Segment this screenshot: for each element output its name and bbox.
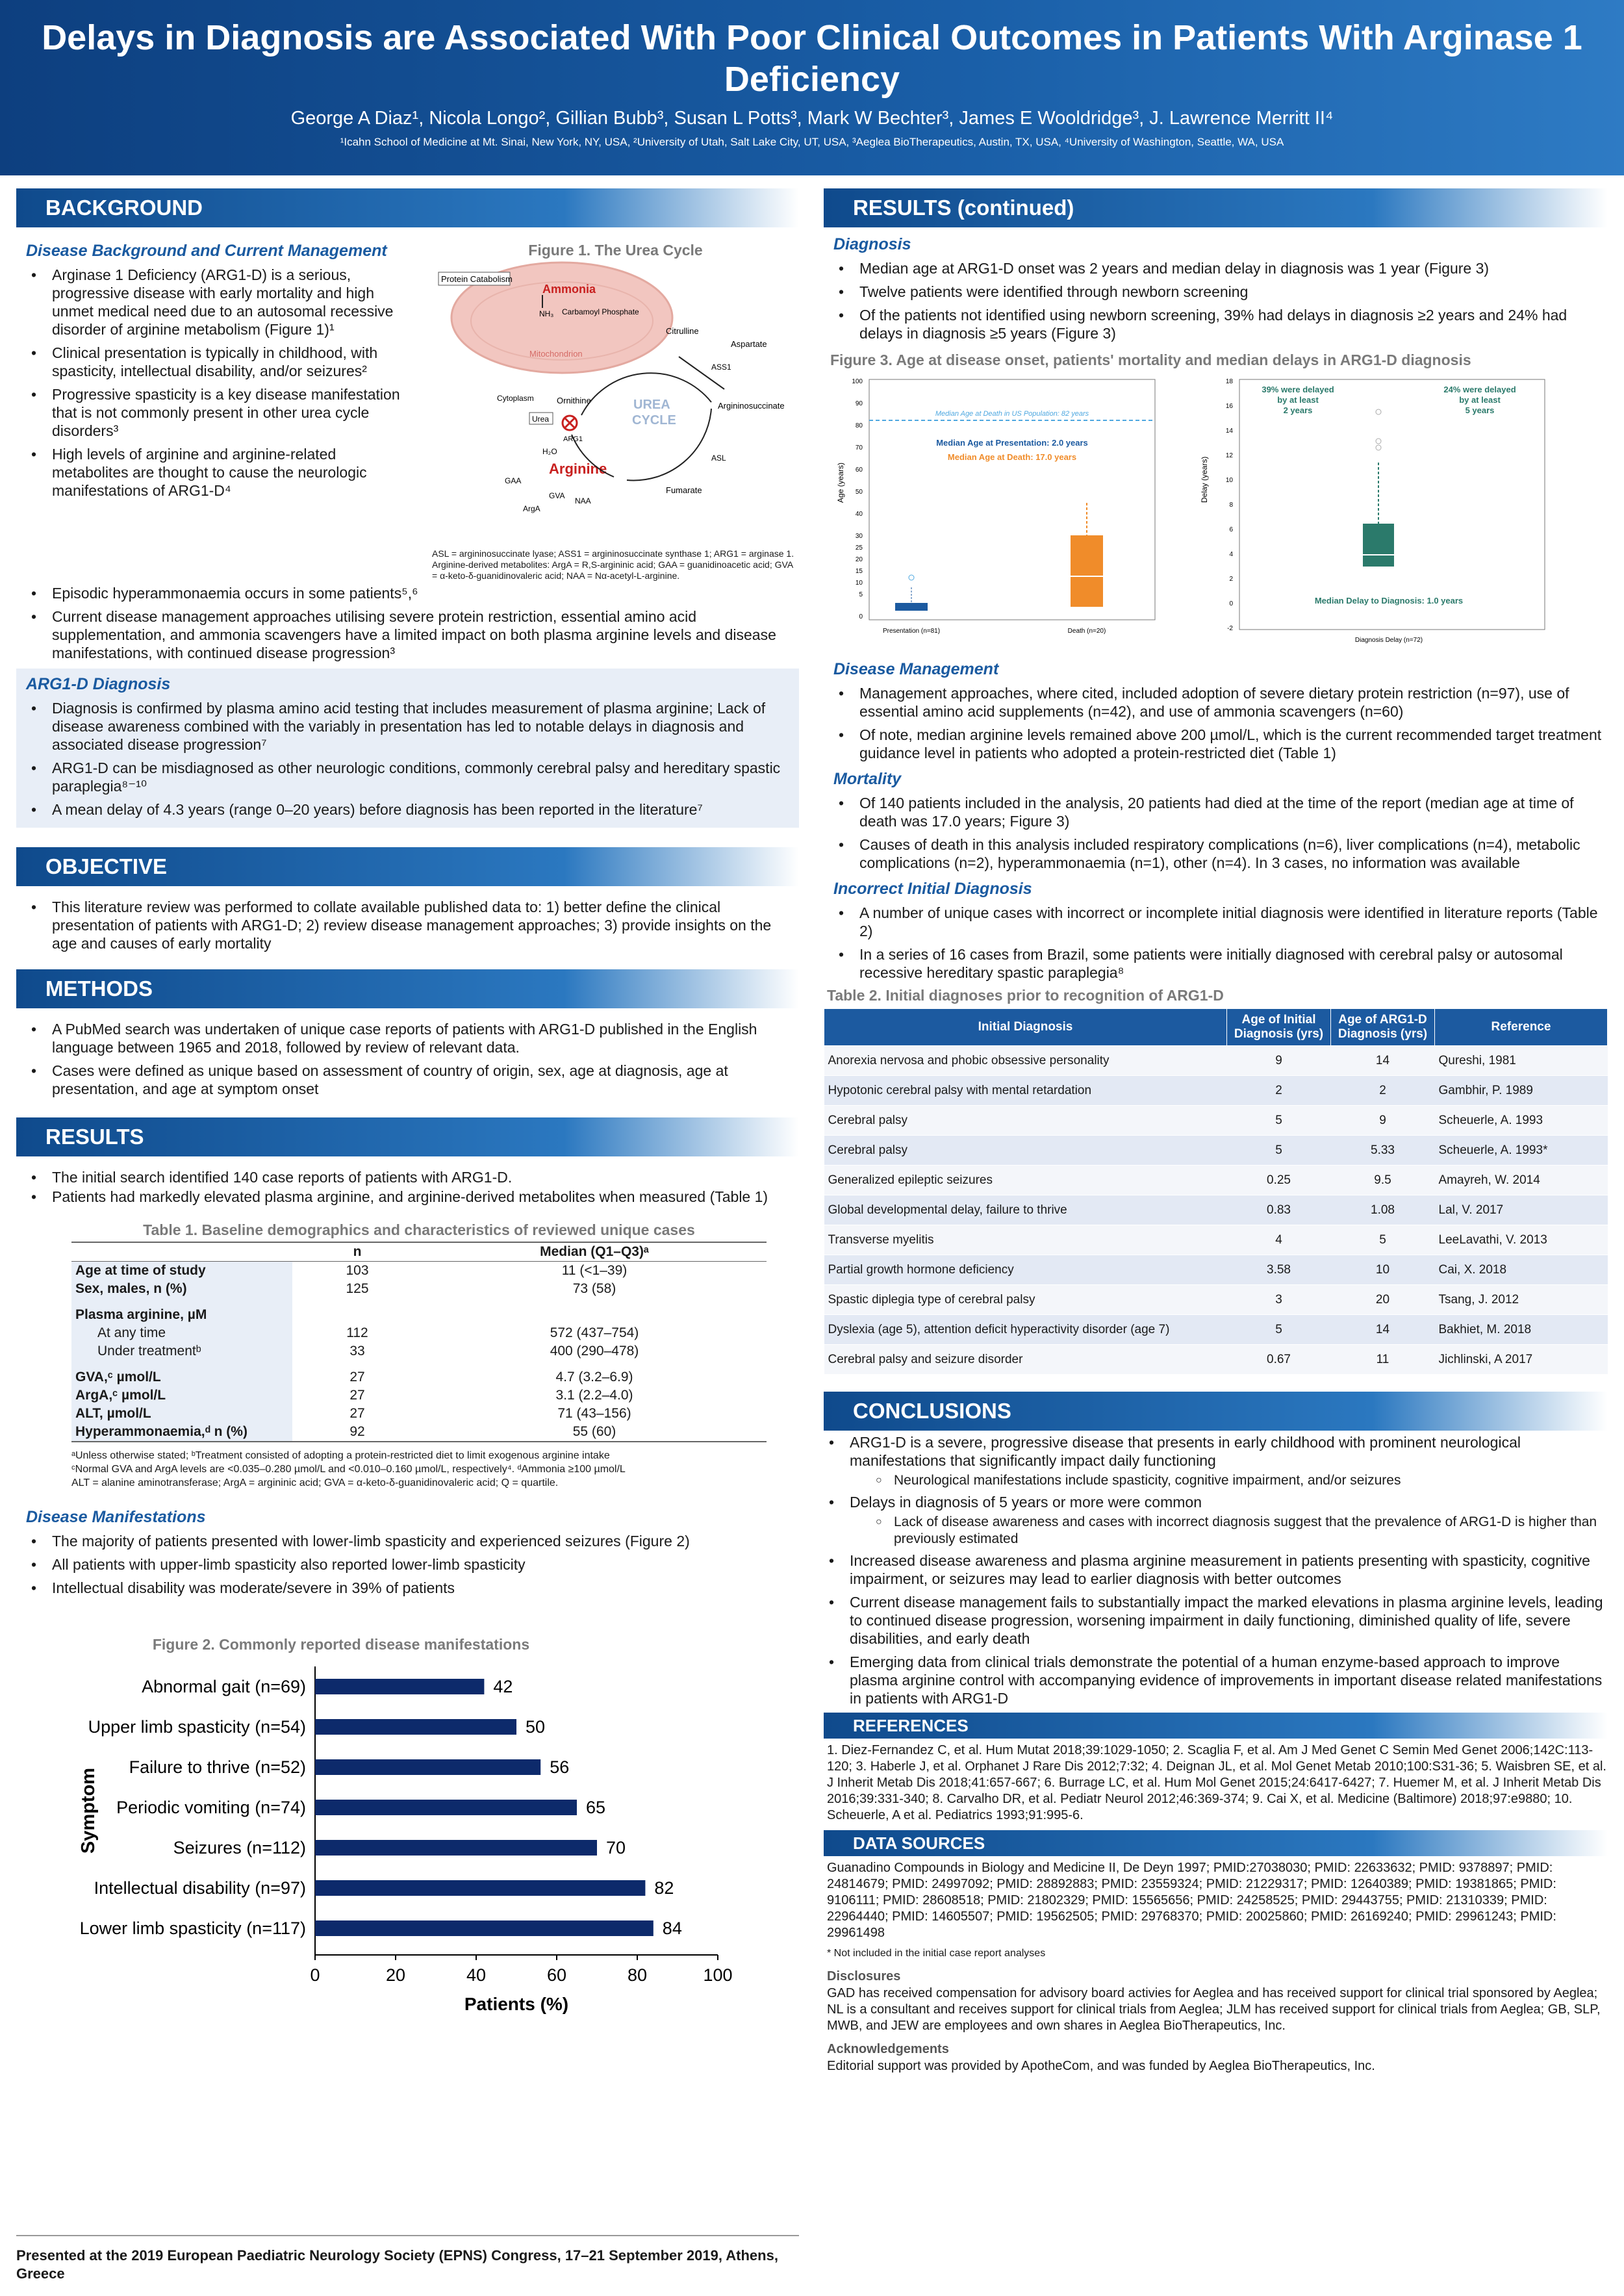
svg-text:18: 18 [1225,378,1233,385]
svg-text:Carbamoyl Phosphate: Carbamoyl Phosphate [562,307,639,316]
list-item: • Median age at ARG1-D onset was 2 years and median delay in diagnosis was 1 year (Figure 3) [833,259,1608,277]
figure-1 [412,234,799,581]
svg-text:by at least: by at least [1277,395,1319,405]
diagnosis-results-list [833,259,1608,342]
table-cell: Lal, V. 2017 [1435,1195,1608,1225]
urea-cycle-diagram [432,259,796,545]
svg-text:Urea: Urea [532,415,550,424]
table-cell: Cai, X. 2018 [1435,1255,1608,1285]
table-cell: 10 [1331,1255,1435,1285]
svg-text:20: 20 [855,556,863,563]
figure-3 [824,373,1608,652]
manifestations-list [26,1532,799,1597]
table-cell: 9 [1227,1046,1331,1076]
table-cell: Cerebral palsy [824,1106,1227,1136]
svg-text:Mitochondrion: Mitochondrion [529,349,583,359]
bar-value-label: 56 [550,1757,570,1777]
incorrect-diagnosis-list [833,904,1608,982]
svg-text:2: 2 [1229,576,1233,583]
table-cell: 5 [1331,1225,1435,1255]
table-row [824,1345,1608,1375]
data-sources-note: * Not included in the initial case report analyses [827,1948,1046,1959]
results-continued-heading: RESULTS (continued) [824,188,1608,227]
svg-text:Death (n=20): Death (n=20) [1067,628,1106,635]
list-item: • High levels of arginine and arginine-related metabolites are thought to cause the neurologic manifestations of ARG1-D⁴ [26,445,412,500]
table-row [824,1046,1608,1076]
svg-text:25: 25 [855,544,863,552]
svg-text:Argininosuccinate: Argininosuccinate [718,401,785,411]
objective-heading: OBJECTIVE [16,847,799,886]
svg-text:Median Age at Presentation: 2.: Median Age at Presentation: 2.0 years [936,438,1088,448]
table-cell: 9.5 [1331,1166,1435,1195]
x-tick-label: 80 [627,1965,648,1985]
svg-text:Median Age at Death: 17.0 year: Median Age at Death: 17.0 years [947,452,1077,462]
figure-3-title: Figure 3. Age at disease onset, patients' mortality and median delays in ARG1-D diagnosis [830,351,1471,368]
svg-text:Arginine: Arginine [549,461,607,477]
x-tick-label: 0 [310,1965,320,1985]
bar-category-label: Failure to thrive (n=52) [129,1757,306,1777]
table-cell: 3.58 [1227,1255,1331,1285]
results-list [26,1168,799,1206]
list-item: • Clinical presentation is typically in childhood, with spasticity, intellectual disability, and/or seizures² [26,344,412,380]
svg-text:Aspartate: Aspartate [731,339,767,349]
arg1d-diagnosis-box [16,669,799,828]
svg-text:5: 5 [859,591,863,598]
table-2-title: Table 2. Initial diagnoses prior to recognition of ARG1-D [827,987,1224,1004]
table-row [824,1166,1608,1195]
table-2: Initial Diagnosis Age of Initial Diagnosis (yrs) Age of ARG1-D Diagnosis (yrs) Reference Anorexia nervosa and phobic obsessive personality 9 14 Qureshi, 1981 Hypotonic cerebral palsy with mental retardation 2 2 Gambhir, P. 1989 Cerebral palsy 5 9 Scheuerle, A. 1993 Cerebral palsy 5 5.33 Scheuerle, A. 1993* Generalized epileptic seizures 0.25 9.5 Amayreh, W. 2014 Global developmental delay, failure to thrive 0.83 1.08 Lal, V. 2017 Transverse myelitis 4 5 LeeLavathi, V. 2013 Partial growth hormone deficiency 3.58 10 Cai, X. 2018 Spastic diplegia type of cerebral palsy 3 20 Tsang, J. 2012 Dyslexia (age 5), attention deficit hyperactivity disorder (age 7) 5 14 Bakhiet, M. 2018 Cerebral palsy and seizure disorder 0.67 11 Jichlinski, A 2017 [824,1008,1608,1375]
methods-heading: METHODS [16,969,799,1008]
svg-text:70: 70 [855,444,863,452]
list-item: • The majority of patients presented with lower-limb spasticity and experienced seizures (Figure 2) [26,1532,799,1550]
list-item: • Cases were defined as unique based on assessment of country of origin, sex, age at diagnosis, age at presentation, and age at symptom onset [26,1062,799,1098]
table-cell: 4 [1227,1225,1331,1255]
bar-value-label: 84 [662,1919,682,1938]
age-boxplot [824,373,1187,652]
table-cell: Transverse myelitis [824,1225,1227,1255]
author-list: George A Diaz¹, Nicola Longo², Gillian Bubb³, Susan L Potts³, Mark W Bechter³, James E Wooldridge³, J. Lawrence Merritt II⁴ [290,108,1334,129]
table-row: Hyperammonaemia,ᵈ n (%) 92 55 (60) [71,1423,767,1442]
bar [315,1880,645,1896]
svg-text:8: 8 [1229,502,1233,509]
table-cell: 5 [1227,1106,1331,1136]
list-item: ○ Neurological manifestations include spasticity, cognitive impairment, and/or seizures [876,1472,1608,1489]
x-tick-label: 40 [466,1965,487,1985]
svg-text:ARG1: ARG1 [563,435,583,443]
svg-text:100: 100 [852,378,863,385]
table-cell: 1.08 [1331,1195,1435,1225]
svg-text:Diagnosis Delay (n=72): Diagnosis Delay (n=72) [1354,637,1423,644]
bar-value-label: 70 [606,1838,626,1857]
manifestations-subheading: Disease Manifestations [26,1508,206,1526]
bar [315,1759,540,1775]
table-cell: Qureshi, 1981 [1435,1046,1608,1076]
svg-text:CYCLE: CYCLE [632,413,676,427]
table-row [824,1255,1608,1285]
list-item: • Patients had markedly elevated plasma arginine, and arginine-derived metabolites when measured (Table 1) [26,1188,799,1206]
table-cell: Cerebral palsy [824,1136,1227,1166]
background-heading: BACKGROUND [16,188,799,227]
table-cell: 5 [1227,1315,1331,1345]
svg-text:4: 4 [1229,551,1233,558]
bar-category-label: Upper limb spasticity (n=54) [88,1717,306,1737]
disclosures-text: GAD has received compensation for advisory board activies for Aeglea and has received support for clinical trial sponsored by Aeglea; NL is a consultant and receives support for clinical trials from Aeglea; JLM has received support for clinical trials from Aeglea; GB, SLP, MWB, and JEW are employees and own shares in Aeglea BioTherapeutics, Inc. [827,1986,1601,2033]
background-list-2 [26,584,799,662]
data-sources-heading: DATA SOURCES [824,1830,1608,1856]
disclosures-heading: Disclosures [827,1969,901,1983]
svg-text:90: 90 [855,400,863,407]
list-item: • Intellectual disability was moderate/severe in 39% of patients [26,1579,799,1597]
svg-text:15: 15 [855,568,863,575]
svg-text:Presentation (n=81): Presentation (n=81) [882,628,941,635]
list-item: • A PubMed search was undertaken of unique case reports of patients with ARG1-D published in the English language between 1965 and 2018, followed by review of relevant data. [26,1020,799,1056]
bar [315,1679,484,1694]
svg-text:10: 10 [855,580,863,587]
figure-2-title: Figure 2. Commonly reported disease manifestations [152,1636,530,1653]
svg-text:24% were delayed: 24% were delayed [1443,385,1516,394]
table-cell: Bakhiet, M. 2018 [1435,1315,1608,1345]
list-item: • All patients with upper-limb spasticity also reported lower-limb spasticity [26,1555,799,1574]
svg-text:0: 0 [1229,600,1233,607]
table-row: ALT, µmol/L 27 71 (43–156) [71,1405,767,1423]
delay-boxplot [1187,373,1590,652]
table-cell: Partial growth hormone deficiency [824,1255,1227,1285]
table-cell: Dyslexia (age 5), attention deficit hyperactivity disorder (age 7) [824,1315,1227,1345]
svg-text:Citrulline: Citrulline [666,326,699,336]
svg-text:Ammonia: Ammonia [542,283,596,296]
list-item: • Emerging data from clinical trials demonstrate the potential of a human enzyme-based approach to improve plasma arginine control with accompanying evidence of improvements in important disease related manifestations in patients with ARG1-D [824,1653,1608,1707]
list-item: • In a series of 16 cases from Brazil, some patients were initially diagnosed with cerebral palsy or autosomal recessive hereditary spastic paraplegia⁸ [833,945,1608,982]
table-cell: Cerebral palsy and seizure disorder [824,1345,1227,1375]
table-cell: 11 [1331,1345,1435,1375]
table-cell: 2 [1227,1076,1331,1106]
left-column [16,188,799,2021]
list-item: • Increased disease awareness and plasma arginine measurement in patients presenting with spasticity, cognitive impairment, or seizures may lead to earlier diagnosis with better outcomes [824,1551,1608,1588]
acknowledgements-text: Editorial support was provided by ApotheCom, and was funded by Aeglea BioTherapeutics, Inc. [827,2059,1375,2073]
bar-category-label: Periodic vomiting (n=74) [116,1798,306,1817]
presentation-box [895,603,928,611]
list-item: • Arginase 1 Deficiency (ARG1-D) is a serious, progressive disease with early mortality and high unmet medical need due to an autosomal recessive disorder of arginine metabolism (Figure 1)¹ [26,266,412,338]
list-item: • A number of unique cases with incorrect or incomplete initial diagnosis were identified in literature reports (Table 2) [833,904,1608,940]
svg-text:Median Delay to Diagnosis: 1.0: Median Delay to Diagnosis: 1.0 years [1314,596,1464,606]
svg-text:60: 60 [855,466,863,474]
list-item: • Twelve patients were identified through newborn screening [833,283,1608,301]
table-cell: 14 [1331,1046,1435,1076]
table-row: Age at time of study 103 11 (<1–39) [71,1262,767,1281]
presented-footer: Presented at the 2019 European Paediatric Neurology Society (EPNS) Congress, 17–21 September 2019, Athens, Greece [16,2235,799,2283]
table-row: GVA,ᶜ µmol/L 27 4.7 (3.2–6.9) [71,1368,767,1386]
list-item: • Of 140 patients included in the analysis, 20 patients had died at the time of the report (median age at time of death was 17.0 years; Figure 3) [833,794,1608,830]
table-row [824,1076,1608,1106]
poster-header [0,0,1624,175]
svg-text:Cytoplasm: Cytoplasm [497,394,534,403]
y-axis-title: Symptom [78,1767,99,1854]
right-column [824,188,1608,2074]
list-item: • Delays in diagnosis of 5 years or more were common [824,1493,1608,1511]
svg-text:NAA: NAA [575,496,591,505]
table-1-grid: n Median (Q1–Q3)ᵃ Age at time of study 103 11 (<1–39) Sex, males, n (%) 125 73 (58) Plasma arginine, µM At any time 112 572 (437–754) Under treatmentᵇ 33 400 (290–478) GVA,ᶜ µmol/L 27 4.7 (3.2–6.9) ArgA,ᶜ µmol/L 27 3.1 (2.2–4.0) ALT, µmol/L 27 71 (43–156) Hyperammonaemia,ᵈ n (%) 92 55 (60) [71,1242,767,1442]
bar [315,1719,516,1735]
list-item: • The initial search identified 140 case reports of patients with ARG1-D. [26,1168,799,1186]
table-cell: 2 [1331,1076,1435,1106]
references-heading: REFERENCES [824,1713,1608,1739]
figure-1-caption: ASL = argininosuccinate lyase; ASS1 = argininosuccinate synthase 1; ARG1 = arginase 1. Arginine-derived metabolites: ArgA = R,S-argininic acid; GAA = guanidinoacetic acid; GVA = α-keto-δ-guanidinovaleric acid; NAA = Nα-acetyl-L-arginine. [432,548,794,581]
svg-text:14: 14 [1225,427,1233,435]
diagnosis-subheading: Diagnosis [833,235,911,253]
svg-text:NH₃: NH₃ [539,309,554,318]
svg-text:UREA: UREA [633,398,670,412]
svg-text:50: 50 [855,489,863,496]
objective-list [26,898,799,952]
table-row: ArgA,ᶜ µmol/L 27 3.1 (2.2–4.0) [71,1386,767,1405]
svg-text:-2: -2 [1227,625,1233,632]
list-item: • ARG1-D is a severe, progressive disease that presents in early childhood with prominent neurological manifestations that significantly impact daily functioning [824,1433,1608,1470]
table-cell: LeeLavathi, V. 2013 [1435,1225,1608,1255]
svg-text:40: 40 [855,511,863,518]
bar-value-label: 42 [493,1677,513,1696]
x-tick-label: 20 [385,1965,406,1985]
bar-category-label: Seizures (n=112) [173,1838,306,1857]
svg-text:GVA: GVA [549,491,565,500]
table-cell: 3 [1227,1285,1331,1315]
table-cell: 9 [1331,1106,1435,1136]
table-cell: Amayreh, W. 2014 [1435,1166,1608,1195]
svg-text:Age (years): Age (years) [836,462,845,503]
table-cell: 0.25 [1227,1166,1331,1195]
table-1-footnotes: ᵃUnless otherwise stated; ᵇTreatment consisted of adopting a protein-restricted diet to limit exogenous arginine intake ᶜNormal GVA and ArgA levels are <0.035–0.280 µmol/L and <0.010–0.160 µmol/L, respectively⁴. ᵈAmmonia ≥100 µmol/L ALT = alanine aminotransferase; ArgA = argininic acid; GVA = α-keto-δ-guanidinovaleric acid; Q = quartile. [71,1450,626,1488]
table-row: Under treatmentᵇ 33 400 (290–478) [71,1342,767,1360]
list-item: • ARG1-D can be misdiagnosed as other neurologic conditions, commonly cerebral palsy and hereditary spastic paraplegia⁸⁻¹⁰ [26,759,799,795]
table-cell: Scheuerle, A. 1993* [1435,1136,1608,1166]
management-subheading: Disease Management [833,660,999,678]
table-cell: Jichlinski, A 2017 [1435,1345,1608,1375]
table-row: Sex, males, n (%) 125 73 (58) [71,1280,767,1298]
svg-text:16: 16 [1225,403,1233,410]
list-item: • This literature review was performed to collate available published data to: 1) better define the clinical presentation of patients with ARG1-D; 2) review disease management approaches; 3) provide insights on the age and causes of early mortality [26,898,799,952]
table-row [824,1225,1608,1255]
table-cell: Global developmental delay, failure to thrive [824,1195,1227,1225]
list-item: • Causes of death in this analysis included respiratory complications (n=6), liver complications (n=4), metabolic complications (n=2), hyperammonaemia (n=1), other (n=4). In 3 cases, no information was available [833,835,1608,872]
svg-text:2 years: 2 years [1283,405,1313,415]
arg1d-diagnosis-subheading: ARG1-D Diagnosis [26,675,171,693]
svg-text:GAA: GAA [505,476,522,485]
svg-text:ASS1: ASS1 [711,363,731,372]
table-row: At any time 112 572 (437–754) [71,1324,767,1342]
table-1 [71,1221,767,1442]
bar [315,1800,577,1815]
svg-text:0: 0 [859,613,863,620]
conclusions-heading: CONCLUSIONS [824,1392,1608,1431]
table-cell: 5 [1227,1136,1331,1166]
bar-category-label: Lower limb spasticity (n=117) [79,1919,306,1938]
bar-value-label: 65 [586,1798,606,1817]
delay-box [1363,524,1394,567]
bar-value-label: 50 [526,1717,546,1737]
table-row: Plasma arginine, µM [71,1306,767,1324]
conclusions-list [824,1433,1608,1470]
list-item: • Of the patients not identified using newborn screening, 39% had delays in diagnosis ≥2 years and 24% had delays in diagnosis ≥5 years (Figure 3) [833,306,1608,342]
table-1-title: Table 1. Baseline demographics and characteristics of reviewed unique cases [143,1221,695,1238]
table-cell: Scheuerle, A. 1993 [1435,1106,1608,1136]
bar-category-label: Intellectual disability (n=97) [94,1878,306,1898]
x-axis-title: Patients (%) [464,1994,569,2014]
results-heading: RESULTS [16,1117,799,1156]
list-item: • Diagnosis is confirmed by plasma amino acid testing that includes measurement of plasma arginine; Lack of disease awareness combined with the variably in presentation has led to notable delays in diagnosis and associated disease progression⁷ [26,699,799,754]
bar [315,1840,597,1856]
data-sources-text: Guanadino Compounds in Biology and Medicine II, De Deyn 1997; PMID:27038030; PMID: 22633632; PMID: 9378897; PMID: 24814679; PMID: 24997092; PMID: 28892883; PMID: 23559324; PMID: 21229317; PMID: 12640389; PMID: 19381865; PMID: 9106111; PMID: 28608518; PMID: 21802329; PMID: 15565656; PMID: 24258525; PMID: 29443755; PMID: 21310339; PMID: 22964440; PMID: 14605507; PMID: 19562505; PMID: 29768370; PMID: 20025860; PMID: 26169240; PMID: 29961243; PMID: 29961498 [827,1861,1556,1940]
list-item: • Management approaches, where cited, included adoption of severe dietary protein restriction (n=97), use of essential amino acid supplements (n=42), and use of ammonia scavengers (n=60) [833,684,1608,721]
svg-text:5 years: 5 years [1465,405,1495,415]
table-cell: Gambhir, P. 1989 [1435,1076,1608,1106]
list-item: • Progressive spasticity is a key disease manifestation that is not commonly present in other urea cycle disorders³ [26,385,412,440]
svg-text:Median Age at Death in US Popu: Median Age at Death in US Population: 82 years [935,410,1089,418]
label-catabolism: Protein Catabolism [441,274,513,284]
references-text: 1. Diez-Fernandez C, et al. Hum Mutat 2018;39:1029-1050; 2. Scaglia F, et al. Am J Med Genet C Semin Med Genet 2006;142C:113-120; 3. Haberle J, et al. Orphanet J Rare Dis 2012;7:32; 4. Deignan JL, et al. Mol Genet Metab 2010;100:S31-36; 5. Waisbren SE, et al. J Inherit Metab Dis 2018;41:657-667; 6. Burrage LC, et al. Hum Mol Genet 2015;24:6417-6427; 7. Huemer M, et al. J Inherit Metab Dis 2016;39:331-340; 8. Carvalho DR, et al. Pediatr Neurol 2012;46:369-374; 9. Cai X, et al. Medicine (Baltimore) 2018;97:e9880; 10. Scheuerle, A et al. Pediatrics 1993;91:995-6. [827,1743,1606,1822]
list-item: • Current disease management fails to substantially impact the marked elevations in plasma arginine levels, leading to continued disease progression, worsening impairment in daily functioning, diminished quality of life, severe disabilities, and early death [824,1593,1608,1648]
svg-text:80: 80 [855,422,863,429]
mortality-subheading: Mortality [833,770,902,788]
table-cell: Hypotonic cerebral palsy with mental retardation [824,1076,1227,1106]
table-cell: Tsang, J. 2012 [1435,1285,1608,1315]
table-cell: Anorexia nervosa and phobic obsessive personality [824,1046,1227,1076]
svg-text:6: 6 [1229,526,1233,533]
incorrect-diagnosis-subheading: Incorrect Initial Diagnosis [833,880,1032,898]
management-list [833,684,1608,762]
methods-list [26,1020,799,1098]
death-box [1071,535,1103,607]
list-item: • A mean delay of 4.3 years (range 0–20 years) before diagnosis has been reported in the literature⁷ [26,800,799,819]
table-row [824,1136,1608,1166]
list-item: • Episodic hyperammonaemia occurs in some patients⁵,⁶ [26,584,799,602]
x-tick-label: 60 [546,1965,567,1985]
table-cell: 0.67 [1227,1345,1331,1375]
list-item: ○ Lack of disease awareness and cases with incorrect diagnosis suggest that the prevalence of ARG1-D is higher than previously estimated [876,1514,1608,1548]
table-cell: 14 [1331,1315,1435,1345]
svg-text:Delay (years): Delay (years) [1200,456,1209,503]
table-cell: Generalized epileptic seizures [824,1166,1227,1195]
svg-text:39% were delayed: 39% were delayed [1262,385,1334,394]
svg-text:ASL: ASL [711,453,726,463]
table-row [824,1285,1608,1315]
figure-1-title: Figure 1. The Urea Cycle [528,242,703,259]
list-item: • Of note, median arginine levels remained above 200 µmol/L, which is the current recommended target treatment guidance level in patients who adopted a protein-restricted diet (Table 1) [833,726,1608,762]
acknowledgements-heading: Acknowledgements [827,2042,949,2056]
bar-category-label: Abnormal gait (n=69) [142,1677,306,1696]
poster-title: Delays in Diagnosis are Associated With Poor Clinical Outcomes in Patients With Arginase 1 Deficiency [42,18,1582,99]
svg-text:Ornithine: Ornithine [557,396,591,405]
svg-text:10: 10 [1225,477,1233,484]
list-item: • Current disease management approaches utilising severe protein restriction, essential amino acid supplementation, and ammonia scavengers have a limited impact on both plasma arginine levels and disease manifestations, with continued disease progression³ [26,607,799,662]
table-cell: 0.83 [1227,1195,1331,1225]
table-cell: Spastic diplegia type of cerebral palsy [824,1285,1227,1315]
table-row [824,1315,1608,1345]
figure-2-bar-chart [55,1653,744,2017]
x-tick-label: 100 [703,1965,733,1985]
svg-text:ArgA: ArgA [523,504,540,513]
svg-text:Fumarate: Fumarate [666,485,702,495]
svg-text:12: 12 [1225,452,1233,459]
table-cell: 5.33 [1331,1136,1435,1166]
table-row [824,1106,1608,1136]
mortality-list [833,794,1608,872]
disease-background-subheading: Disease Background and Current Management [26,242,387,260]
bar [315,1920,653,1936]
svg-text:by at least: by at least [1459,395,1501,405]
svg-text:30: 30 [855,533,863,540]
background-list [26,266,412,500]
bar-value-label: 82 [654,1878,674,1898]
affiliations: ¹Icahn School of Medicine at Mt. Sinai, New York, NY, USA, ²University of Utah, Salt Lake City, UT, USA, ³Aeglea BioTherapeutics, Austin, TX, USA, ⁴University of Washington, Seattle, WA, USA [340,136,1284,148]
svg-text:H₂O: H₂O [542,447,557,456]
table-row [824,1195,1608,1225]
table-cell: 20 [1331,1285,1435,1315]
diagnosis-list [26,699,799,819]
